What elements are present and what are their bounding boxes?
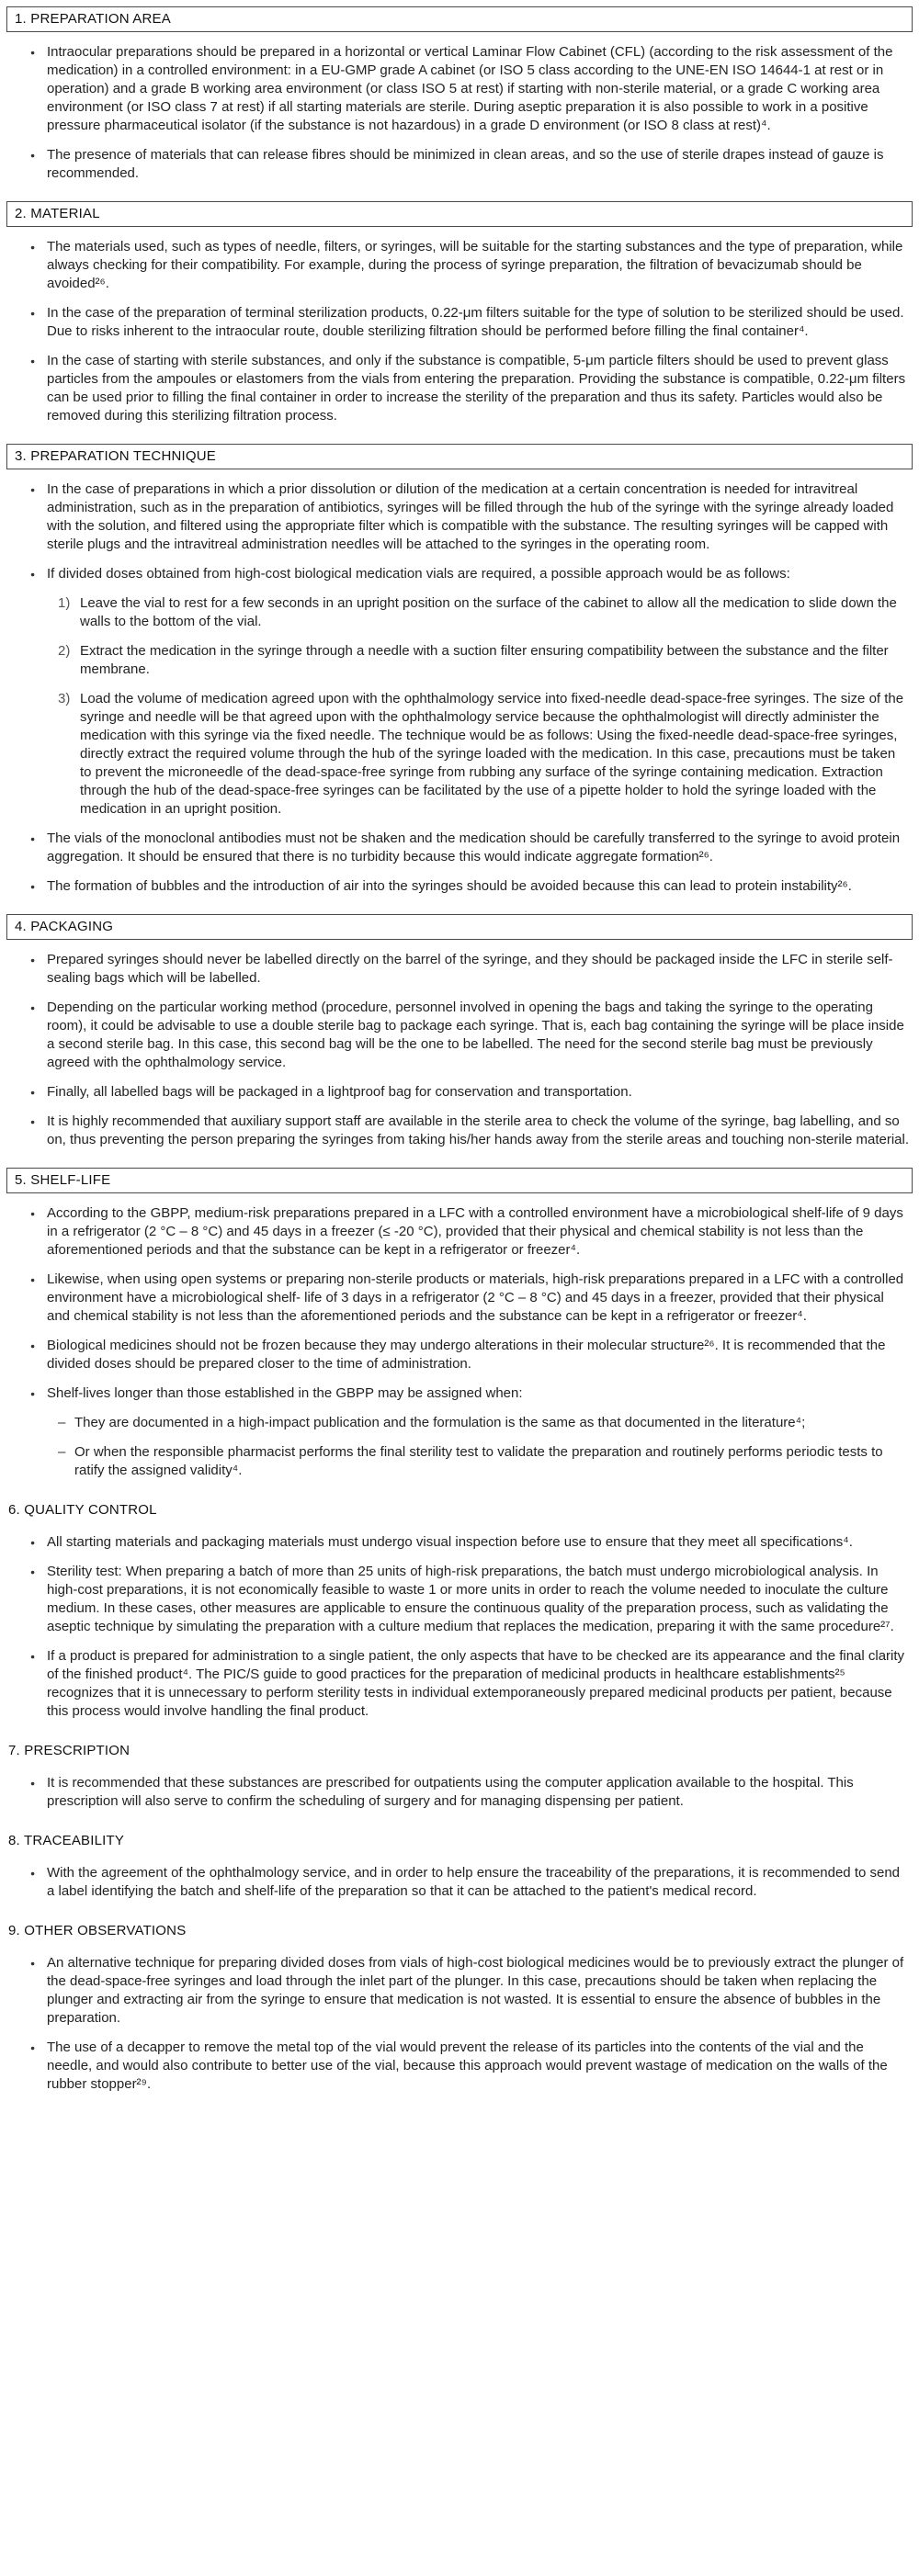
numbered-item	[6, 642, 913, 679]
section-traceability	[6, 1829, 913, 1901]
item-text: Shelf-lives longer than those established in the GBPP may be assigned when:	[47, 1385, 523, 1401]
section-quality-control	[6, 1498, 913, 1721]
item-text: They are documented in a high-impact publication and the formulation is the same as that documented in the literature⁴;	[74, 1415, 806, 1430]
bullet-item	[6, 480, 913, 554]
item-text: Finally, all labelled bags will be packaged in a lightproof bag for conservation and transportation.	[47, 1084, 632, 1100]
bullet-marker-icon: ●	[30, 485, 36, 494]
bullet-marker-icon: ●	[30, 309, 36, 318]
section-title-preparation-area: 1. PREPARATION AREA	[6, 6, 913, 32]
bullet-item	[6, 1204, 913, 1260]
bullet-item	[6, 1533, 913, 1552]
section-title-shelf-life: 5. SHELF-LIFE	[6, 1168, 913, 1193]
bullet-marker-icon: ●	[30, 243, 36, 252]
section-title-traceability: 8. TRACEABILITY	[8, 1833, 125, 1848]
item-text: Likewise, when using open systems or preparing non-sterile products or materials, high-risk preparations prepared in a LFC with a controlled environment have a microbiological shelf- life of 3 days in a refrigerator (2 °C – 8 °C) and 45 days in a freezer, provided that their physical and chemical stability is not less than the aforementioned periods and the substance can be kept in a refrigerator or freezer⁴.	[47, 1271, 904, 1324]
section-prescription	[6, 1739, 913, 1811]
bullet-item	[6, 565, 913, 583]
item-text: Load the volume of medication agreed upon with the ophthalmology service into fixed-needle dead-space-free syringes. The size of the syringe and needle will be that agreed upon with the ophthalmology service because the ophthalmologist will directly administer the medication with this syringe via the fixed needle. The technique would be as follows: Using the fixed-needle dead-space-free syringes, directly extract the required volume through the hub of the syringe loaded with the medication. In this case, precautions must be taken to prevent the microneedle of the dead-space-free syringe from rubbing any surface of the syringe containing medication. Extraction through the hub of the dead-space-free syringes can be facilitated by the use of a pipette holder to hold the syringe loaded with the medication in an upright position.	[80, 691, 904, 817]
bullet-marker-icon: ●	[30, 1959, 36, 1968]
bullet-marker-icon: ●	[30, 882, 36, 891]
section-preparation-area	[6, 6, 913, 183]
item-text: If divided doses obtained from high-cost biological medication vials are required, a possible approach would be as follows:	[47, 566, 790, 582]
bullet-marker-icon: ●	[30, 1117, 36, 1126]
numbered-item	[6, 690, 913, 819]
section-title-material: 2. MATERIAL	[6, 201, 913, 227]
bullet-marker-icon: ●	[30, 48, 36, 57]
bullet-marker-icon: ●	[30, 1652, 36, 1661]
bullet-item	[6, 951, 913, 988]
bullet-item	[6, 830, 913, 866]
bullet-marker-icon: ●	[30, 1389, 36, 1398]
item-text: The presence of materials that can release fibres should be minimized in clean areas, and so the use of sterile drapes instead of gauze is recommended.	[47, 147, 884, 181]
item-text: Or when the responsible pharmacist performs the final sterility test to validate the preparation and routinely performs periodic tests to ratify the assigned validity⁴.	[74, 1444, 883, 1478]
section-other-observations	[6, 1919, 913, 2094]
section-title-preparation-technique: 3. PREPARATION TECHNIQUE	[6, 444, 913, 469]
item-text: It is highly recommended that auxiliary support staff are available in the sterile area to check the volume of the syringe, bag labelling, and so on, thus preventing the person preparing the syringes from taking his/her hands away from the sterile areas and touching non-sterile material.	[47, 1113, 910, 1147]
bullet-item	[6, 238, 913, 293]
item-text: With the agreement of the ophthalmology service, and in order to help ensure the traceability of the preparations, it is recommended to send a label identifying the batch and shelf-life of the preparation so that it can be attached to the patient's medical record.	[47, 1865, 901, 1899]
item-text: All starting materials and packaging materials must undergo visual inspection before use to ensure that they meet all specifications⁴.	[47, 1534, 853, 1550]
item-text: In the case of the preparation of terminal sterilization products, 0.22-μm filters suitable for the type of solution to be sterilized should be used. Due to risks inherent to the intraocular route, double sterilizing filtration should be performed before filling the final container⁴.	[47, 305, 904, 339]
bullet-item	[6, 146, 913, 183]
bullet-marker-icon: ●	[30, 1003, 36, 1012]
bullet-marker-icon: ●	[30, 1209, 36, 1218]
bullet-item	[6, 1271, 913, 1326]
bullet-item	[6, 1774, 913, 1811]
bullet-marker-icon: ●	[30, 2043, 36, 2052]
item-text: Extract the medication in the syringe through a needle with a suction filter ensuring compatibility between the substance and the filter membrane.	[80, 643, 889, 677]
item-text: The materials used, such as types of needle, filters, or syringes, will be suitable for the starting substances and the type of preparation, while always checking for their compatibility. For example, during the process of syringe preparation, the filtration of bevacizumab should be avoided²⁶.	[47, 239, 903, 291]
item-text: Biological medicines should not be frozen because they may undergo alterations in their molecular structure²⁶. It is recommended that the divided doses should be prepared closer to the time of administration.	[47, 1338, 886, 1372]
number-marker: 3)	[58, 691, 71, 706]
bullet-marker-icon: ●	[30, 1341, 36, 1350]
item-text: Sterility test: When preparing a batch of more than 25 units of high-risk preparations, the batch must undergo microbiological analysis. In high-cost preparations, it is not economically feasible to waste 1 or more units in order to reach the volume needed to inoculate the culture medium. In these cases, other measures are applicable to ensure the continuous quality of the preparation process, such as validating the aseptic technique by simulating the preparation with a culture medium that replaces the medication, preparing it with the same procedure²⁷.	[47, 1564, 894, 1634]
bullet-item	[6, 2039, 913, 2094]
item-text: The vials of the monoclonal antibodies must not be shaken and the medication should be carefully transferred to the syringe to avoid protein aggregation. It should be ensured that there is no turbidity because this would indicate aggregate formation²⁶.	[47, 830, 901, 864]
bullet-marker-icon: ●	[30, 1088, 36, 1097]
section-preparation-technique	[6, 444, 913, 896]
bullet-item	[6, 43, 913, 135]
bullet-item	[6, 999, 913, 1072]
bullet-item	[6, 304, 913, 341]
section-title-quality-control: 6. QUALITY CONTROL	[8, 1502, 157, 1518]
bullet-item	[6, 1954, 913, 2028]
bullet-marker-icon: ●	[30, 1779, 36, 1788]
bullet-marker-icon: ●	[30, 1538, 36, 1547]
bullet-item	[6, 1337, 913, 1373]
item-text: Depending on the particular working method (procedure, personnel involved in opening the bags and taking the syringe to the operating room), it could be advisable to use a double sterile bag to package each syringe. That is, each bag containing the syringe will be place inside a second sterile bag. In this case, this second bag will be the one to be labelled. The need for the second sterile bag must be previously agreed with the ophthalmology service.	[47, 1000, 904, 1070]
dash-item	[6, 1414, 913, 1432]
section-material	[6, 201, 913, 425]
item-text: Intraocular preparations should be prepared in a horizontal or vertical Laminar Flow Cabinet (CFL) (according to the risk assessment of the medication) in a controlled environment: in a EU-GMP grade A cabinet (or ISO 5 class according to the UNE-EN ISO 14644-1 at rest or in operation) and a grade B working area environment (or class ISO 5 at rest) if starting with non-sterile material, or a grade C working area environment (or ISO class 7 at rest) if all starting materials are sterile. During aseptic preparation it is also possible to work in a positive pressure pharmaceutical isolator (if the substance is not hazardous) in a grade D environment (or ISO 8 class at rest)⁴.	[47, 44, 893, 133]
dash-item	[6, 1443, 913, 1480]
item-text: Leave the vial to rest for a few seconds in an upright position on the surface of the cabinet to allow all the medication to slide down the walls to the bottom of the vial.	[80, 595, 897, 629]
section-shelf-life	[6, 1168, 913, 1480]
item-text: In the case of preparations in which a prior dissolution or dilution of the medication at a certain concentration is needed for intravitreal administration, such as in the preparation of antibiotics, syringes will be filled through the hub of the syringe with the syringe already loaded with the solution, and filtered using the appropriate filter which is compatible with the substance. The resulting syringes will be capped with sterile plugs and the intravitreal administration needles will be attached to the syringes in the operating room.	[47, 481, 894, 552]
section-packaging	[6, 914, 913, 1149]
section-title-prescription: 7. PRESCRIPTION	[8, 1743, 130, 1758]
dash-marker-icon: –	[58, 1444, 66, 1460]
bullet-item	[6, 1563, 913, 1636]
item-text: The formation of bubbles and the introduction of air into the syringes should be avoided because this can lead to protein instability²⁶.	[47, 878, 852, 894]
bullet-item	[6, 1113, 913, 1149]
item-text: According to the GBPP, medium-risk preparations prepared in a LFC with a controlled environment have a microbiological shelf-life of 9 days in a refrigerator (2 °C – 8 °C) and 45 days in a freezer (≤ -20 °C), provided that their physical and chemical stability is not less than the aforementioned periods and that the substance can be kept in a refrigerator or freezer⁴.	[47, 1205, 903, 1258]
section-title-other-observations: 9. OTHER OBSERVATIONS	[8, 1923, 187, 1938]
bullet-marker-icon: ●	[30, 1869, 36, 1878]
dash-marker-icon: –	[58, 1415, 66, 1430]
bullet-item	[6, 1083, 913, 1102]
item-text: An alternative technique for preparing divided doses from vials of high-cost biological medicines would be to previously extract the plunger of the dead-space-free syringes and load through the inlet part of the plunger. In this case, precautions should be taken when replacing the plunger and extracting air from the syringe to ensure that medication is not wasted. It is essential to ensure the absence of bubbles in the preparation.	[47, 1955, 904, 2026]
item-text: It is recommended that these substances are prescribed for outpatients using the computer application available to the hospital. This prescription will also serve to confirm the scheduling of surgery and for managing dispensing per patient.	[47, 1775, 854, 1809]
bullet-item	[6, 877, 913, 896]
bullet-item	[6, 1647, 913, 1721]
section-title-packaging: 4. PACKAGING	[6, 914, 913, 940]
item-text: In the case of starting with sterile substances, and only if the substance is compatible, 5-μm particle filters should be used to prevent glass particles from the ampoules or elastomers from the vials from entering the preparation. Providing the substance is compatible, 0.22-μm filters can be used prior to filling the final container in order to increase the sterility of the preparation and thus its safety. Particles would also be removed during this sterilizing filtration process.	[47, 353, 906, 424]
bullet-item	[6, 352, 913, 425]
numbered-item	[6, 594, 913, 631]
bullet-item	[6, 1384, 913, 1403]
number-marker: 2)	[58, 643, 71, 659]
item-text: The use of a decapper to remove the metal top of the vial would prevent the release of its particles into the contents of the vial and the needle, and would also contribute to better use of the vial, because this approach would prevent wastage of medication on the walls of the rubber stopper²⁹.	[47, 2039, 888, 2092]
bullet-marker-icon: ●	[30, 356, 36, 366]
bullet-marker-icon: ●	[30, 1275, 36, 1284]
number-marker: 1)	[58, 595, 71, 611]
item-text: If a product is prepared for administration to a single patient, the only aspects that have to be checked are its appearance and the final clarity of the finished product⁴. The PIC/S guide to good practices for the preparation of medicinal products in healthcare establishments²⁵ recognizes that it is unnecessary to perform sterility tests in individual extemporaneously prepared medicinal products per patient, because this process would involve handling the final product.	[47, 1648, 905, 1719]
bullet-marker-icon: ●	[30, 955, 36, 965]
bullet-marker-icon: ●	[30, 834, 36, 843]
bullet-item	[6, 1864, 913, 1901]
item-text: Prepared syringes should never be labelled directly on the barrel of the syringe, and they should be packaged inside the LFC in sterile self-sealing bags which will be labelled.	[47, 952, 893, 986]
bullet-marker-icon: ●	[30, 151, 36, 160]
bullet-marker-icon: ●	[30, 1567, 36, 1576]
bullet-marker-icon: ●	[30, 570, 36, 579]
